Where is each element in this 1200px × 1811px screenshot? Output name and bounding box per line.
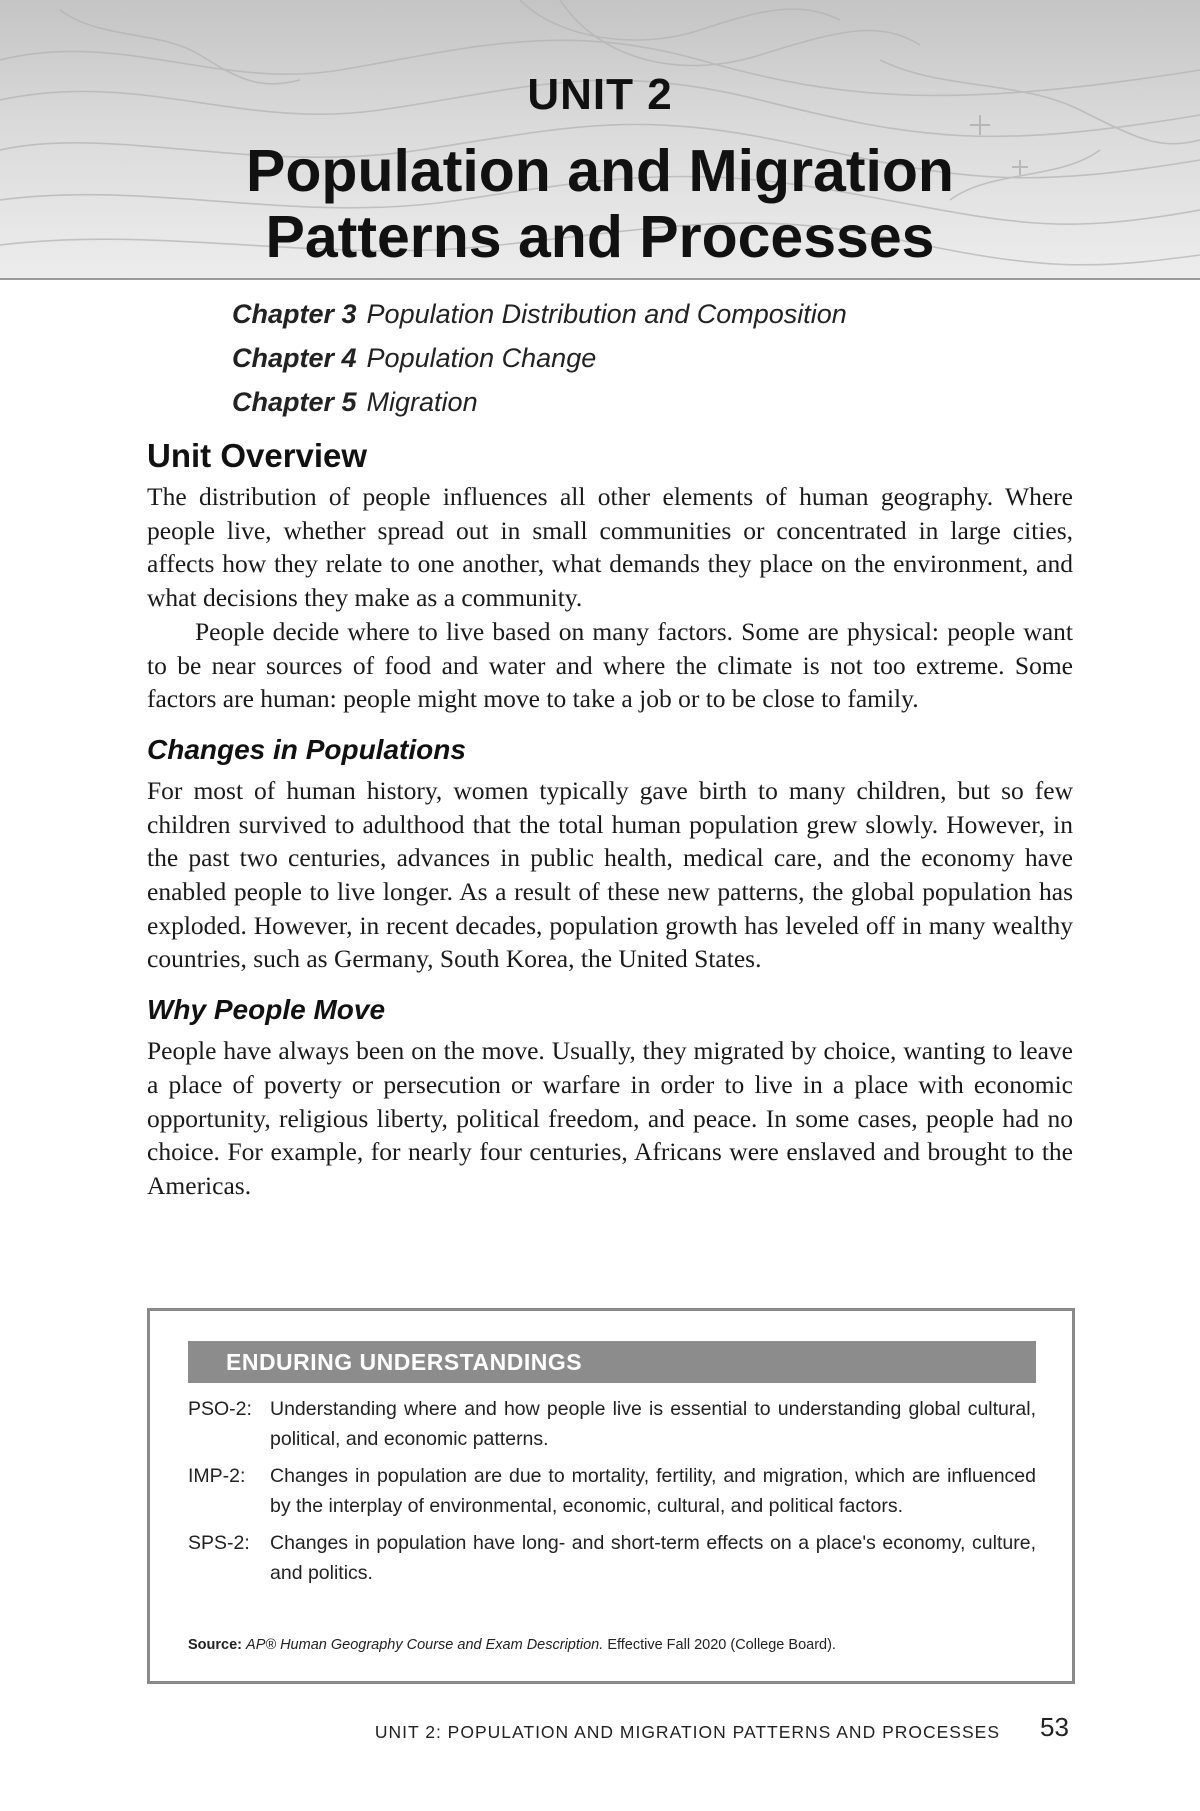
eu-code: IMP-2: xyxy=(188,1465,246,1487)
source-rest: Effective Fall 2020 (College Board). xyxy=(607,1637,836,1653)
enduring-understandings-box xyxy=(147,1308,1075,1684)
why-people-move-paragraph: People have always been on the move. Usually, they migrated by choice, wanting to leave a place of poverty or persecution or warfare in order to live in a place with economic opportunity, religious liberty, political freedom, and peace. In some cases, people had no choice. For example, for nearly four centuries, Africans were enslaved and brought to the Americas. xyxy=(147,1036,1073,1200)
changes-in-populations-paragraph: For most of human history, women typically gave birth to many children, but so few children survived to adulthood that the total human population grew slowly. However, in the past two centuries, advances in public health, medical care, and the economy have enabled people to live longer. As a result of these new patterns, the global population has exploded. However, in recent decades, population growth has leveled off in many wealthy countries, such as Germany, South Korea, the United States. xyxy=(147,775,1073,974)
changes-in-populations-heading: Changes in Populations xyxy=(147,733,466,765)
chapter-title: Migration xyxy=(366,387,478,417)
enduring-understandings-list xyxy=(188,1395,1036,1596)
enduring-understandings-heading: ENDURING UNDERSTANDINGS xyxy=(188,1341,1036,1383)
chapter-label: Chapter 5 xyxy=(232,387,357,417)
eu-text: Changes in population are due to mortality, fertility, and migration, which are influenced by the interplay of environmental, economic, cultural, and political factors. xyxy=(270,1465,1036,1517)
chapter-label: Chapter 4 xyxy=(232,343,357,373)
unit-title xyxy=(0,138,1200,270)
chapter-item xyxy=(232,336,847,380)
unit-title-line-2: Patterns and Processes xyxy=(265,204,935,270)
eu-text: Changes in population have long- and short-term effects on a place's economy, culture, and politics. xyxy=(270,1532,1036,1584)
chapter-title: Population Change xyxy=(366,343,597,373)
enduring-understanding-item xyxy=(188,1395,1036,1454)
why-people-move-heading: Why People Move xyxy=(147,994,386,1026)
source-citation xyxy=(188,1637,1036,1653)
source-label: Source: xyxy=(188,1637,242,1653)
overview-paragraph-1: The distribution of people influences all other elements of human geography. Where people live, whether spread out in small communities or concentrated in large cities, affects how they relate to one another, what demands they place on the environment, and what decisions they make as a community. xyxy=(147,482,1073,613)
chapter-label: Chapter 3 xyxy=(232,299,357,329)
main-content xyxy=(147,432,1073,1203)
chapter-item xyxy=(232,292,847,336)
eu-code: SPS-2: xyxy=(188,1532,250,1554)
unit-label: UNIT 2 xyxy=(527,70,673,119)
unit-banner xyxy=(0,0,1200,280)
running-footer: UNIT 2: POPULATION AND MIGRATION PATTERNS AND PROCESSES xyxy=(374,1722,1000,1742)
unit-title-line-1: Population and Migration xyxy=(246,138,954,204)
eu-text: Understanding where and how people live is essential to understanding global cultural, political, and economic patterns. xyxy=(270,1398,1036,1450)
eu-code: PSO-2: xyxy=(188,1398,252,1420)
enduring-understanding-item xyxy=(188,1529,1036,1588)
unit-overview-heading: Unit Overview xyxy=(147,437,368,474)
overview-paragraph-2: People decide where to live based on many factors. Some are physical: people want to be near sources of food and water and where the climate is not too extreme. Some factors are human: people might move to take a job or to be close to family. xyxy=(147,616,1073,714)
enduring-understanding-item xyxy=(188,1462,1036,1521)
chapter-list xyxy=(232,292,847,424)
page-number: 53 xyxy=(1040,1712,1069,1742)
chapter-title: Population Distribution and Composition xyxy=(366,299,847,329)
chapter-item xyxy=(232,380,847,424)
source-title: AP® Human Geography Course and Exam Description. xyxy=(246,1637,604,1653)
